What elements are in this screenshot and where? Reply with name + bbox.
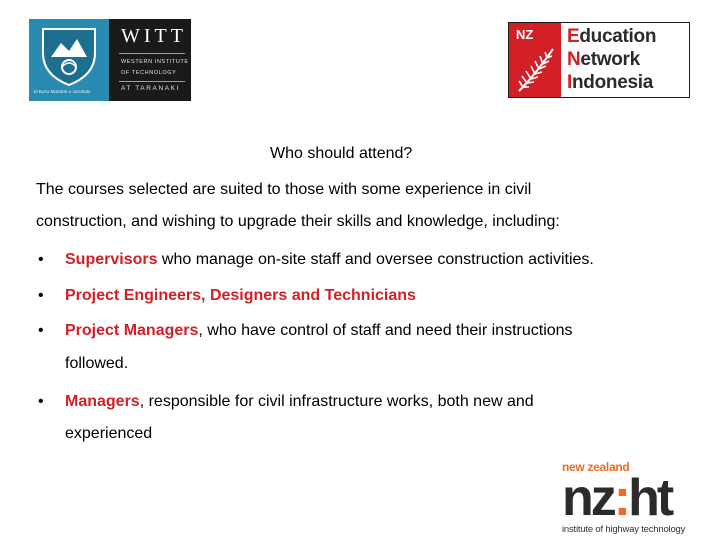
role-emphasis: Supervisors	[65, 251, 158, 268]
silver-fern-icon	[513, 45, 557, 93]
role-emphasis: Project Engineers, Designers and Technicians	[65, 287, 416, 304]
nzeni-word: ndonesia	[571, 72, 653, 93]
nz-education-network-indonesia-logo	[508, 22, 690, 98]
bullet-icon: •	[38, 287, 44, 304]
nzeni-initial: N	[567, 49, 581, 70]
bullet-icon: •	[38, 251, 44, 268]
list-item-text	[65, 393, 534, 411]
nzeni-badge: NZ	[516, 27, 534, 42]
nziht-mark	[562, 468, 671, 528]
witt-wordmark: WITT	[121, 25, 187, 47]
intro-text: The courses selected are suited to those with some experience in civil	[36, 181, 532, 198]
witt-divider	[119, 53, 185, 54]
nzeni-initial: I	[567, 72, 572, 93]
witt-tagline: Te Kura Matatini o Taranaki	[33, 90, 91, 95]
witt-sub-line: AT TARANAKI	[121, 85, 181, 92]
nzeni-initial: E	[567, 26, 580, 47]
list-item-text	[65, 287, 416, 305]
list-item-text	[65, 251, 594, 269]
witt-sub-line: OF TECHNOLOGY	[121, 70, 177, 76]
list-item-continuation: experienced	[65, 425, 153, 442]
bullet-icon: •	[38, 322, 44, 339]
nziht-mark-colon: :	[613, 469, 629, 527]
bullet-icon: •	[38, 393, 44, 410]
nzeni-line-education	[567, 26, 656, 48]
witt-shield-icon	[37, 23, 101, 87]
nziht-logo	[562, 460, 710, 536]
intro-text: construction, and wishing to upgrade their skills and knowledge, including:	[36, 213, 560, 230]
nzeni-word: etwork	[580, 49, 640, 70]
nzeni-red-panel	[509, 23, 561, 97]
list-item-continuation: followed.	[65, 355, 129, 372]
nzeni-line-indonesia	[567, 72, 653, 94]
witt-shield-panel	[29, 19, 109, 101]
section-heading: Who should attend?	[270, 145, 413, 162]
role-description: who manage on-site staff and oversee construction activities.	[157, 251, 594, 268]
nziht-name: institute of highway technology	[562, 524, 686, 535]
nziht-mark-left: nz	[562, 469, 614, 527]
role-emphasis: Project Managers	[65, 322, 199, 339]
witt-sub-line: WESTERN INSTITUTE	[121, 59, 189, 65]
witt-logo	[29, 19, 191, 101]
role-emphasis: Managers	[65, 393, 140, 410]
role-description: , who have control of staff and need their instructions	[198, 322, 573, 339]
nzeni-line-network	[567, 49, 640, 71]
nzeni-word: ducation	[579, 26, 657, 47]
role-description: , responsible for civil infrastructure works, both new and	[139, 393, 534, 410]
witt-divider	[119, 81, 185, 82]
nziht-mark-right: ht	[628, 469, 672, 527]
nziht-country: new zealand	[562, 460, 630, 474]
list-item-text	[65, 322, 573, 340]
